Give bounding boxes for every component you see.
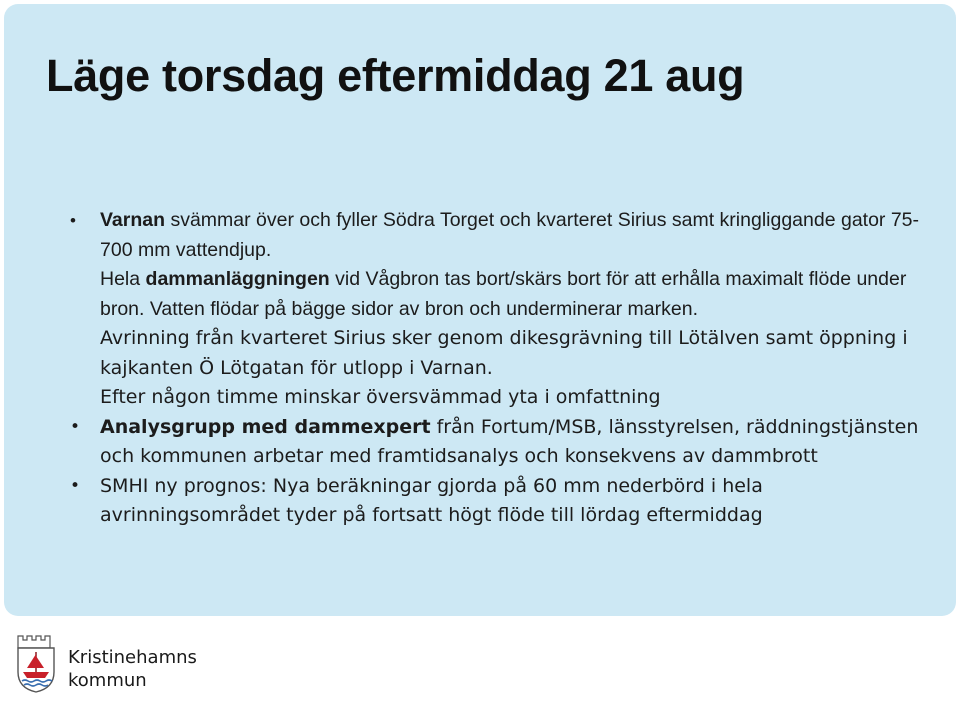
- bullet-text: från Fortum/MSB, länsstyrelsen, räddningstjänsten och kommunen arbetar med framtidsanalys och konsekvens av dammbrott: [100, 415, 919, 467]
- bullet-bold-text: Analysgrupp med dammexpert: [100, 415, 431, 438]
- bullet-icon: •: [70, 416, 81, 437]
- bullet-item-varnan: [70, 206, 940, 324]
- municipality-logo: [14, 630, 264, 700]
- bullet-text: vid Vågbron tas bort/skärs bort för att erhålla maximalt flöde under bron. Vatten flödar på bägge sidor av bron och underminerar marken.: [100, 268, 907, 320]
- bullet-text: SMHI ny prognos: Nya beräkningar gjorda på 60 mm nederbörd i hela avrinningsområdet tyder på fortsatt högt flöde till lördag eftermiddag: [100, 474, 763, 526]
- bullet-item-continuation: [70, 324, 940, 413]
- bullet-icon: •: [70, 475, 81, 496]
- bullet-text: Hela: [100, 268, 146, 290]
- logo-text: [68, 646, 197, 692]
- bullet-text: svämmar över och fyller Södra Torget och kvarteret Sirius samt kringliggande gator 75-700 mm vattendjup.: [100, 209, 920, 261]
- bullet-item-analysgrupp: [70, 413, 940, 472]
- bullet-icon: •: [70, 211, 76, 230]
- logo-line-2: kommun: [68, 670, 147, 691]
- bullet-bold-text: Varnan: [100, 209, 166, 231]
- bullet-item-smhi: [70, 472, 940, 531]
- bullet-text: Efter någon timme minskar översvämmad yta i omfattning: [100, 386, 661, 408]
- slide-title: Läge torsdag eftermiddag 21 aug: [46, 50, 745, 101]
- crest-icon: [14, 632, 58, 694]
- bullet-text: Avrinning från kvarteret Sirius sker genom dikesgrävning till Lötälven samt öppning i kajkanten Ö Lötgatan för utlopp i Varnan.: [100, 327, 908, 379]
- bullet-bold-text: dammanläggningen: [145, 268, 330, 290]
- logo-line-1: Kristinehamns: [68, 647, 197, 668]
- bullet-list: [70, 206, 940, 531]
